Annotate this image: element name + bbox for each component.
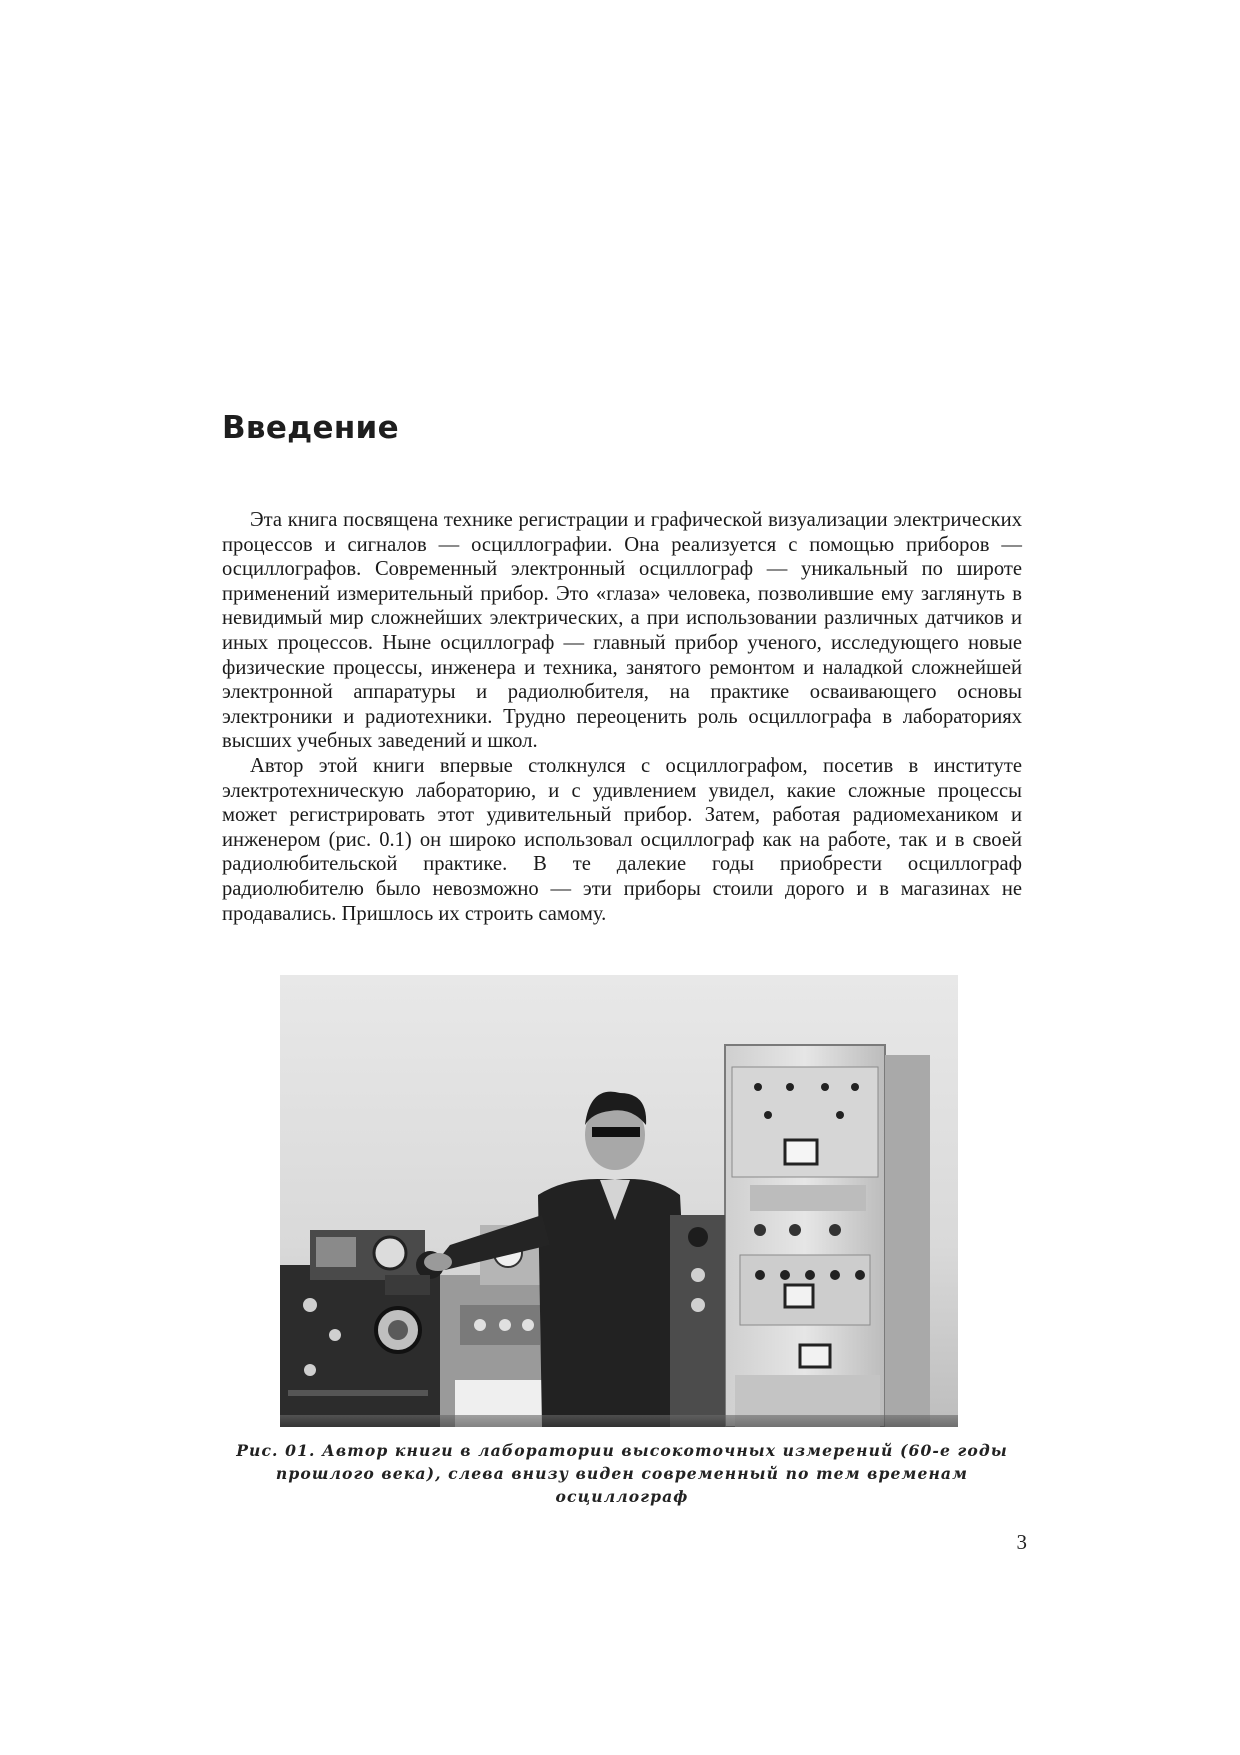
body-text xyxy=(222,508,1022,926)
figure-photo xyxy=(280,975,958,1427)
figure-caption: Рис. 01. Автор книги в лаборатории высокоточных измерений (60-е годы прошлого века), слева внизу виден современный по тем временам осциллограф xyxy=(236,1441,1008,1506)
chapter-title: Введение xyxy=(222,410,399,446)
lab-photo xyxy=(280,975,958,1427)
paragraph-2: Автор этой книги впервые столкнулся с осциллографом, посетив в институте электротехническую лабораторию, и с удивлением увидел, какие сложные процессы может регистрировать этот удивительный прибор. Затем, работая радиомехаником и инженером (рис. 0.1) он широко использовал осциллограф как на работе, так и в своей радиолюбительской практике. В те далекие годы приобрести осциллограф радиолюбителю было невозможно — эти приборы стоили дорого и в магазинах не продавались. Пришлось их строить самому. xyxy=(222,754,1022,925)
paragraph-1: Эта книга посвящена технике регистрации и графической визуализации электрических процессов и сигналов — осциллографии. Она реализуется с помощью приборов — осциллографов. Современный электронный осциллограф — уникальный по широте применений измерительный прибор. Это «глаза» человека, позволившие ему заглянуть в невидимый мир сложнейших электрических, а при использовании различных датчиков и иных процессов. Ныне осциллограф — главный прибор ученого, исследующего новые физические процессы, инженера и техника, занятого ремонтом и наладкой сложнейшей электронной аппаратуры и радиолюбителя, на практике осваивающего основы электроники и радиотехники. Трудно переоценить роль осциллографа в лабораториях высших учебных заведений и школ. xyxy=(222,509,1022,753)
page-number: 3 xyxy=(1016,1530,1027,1554)
instrument-rack xyxy=(725,1045,930,1427)
